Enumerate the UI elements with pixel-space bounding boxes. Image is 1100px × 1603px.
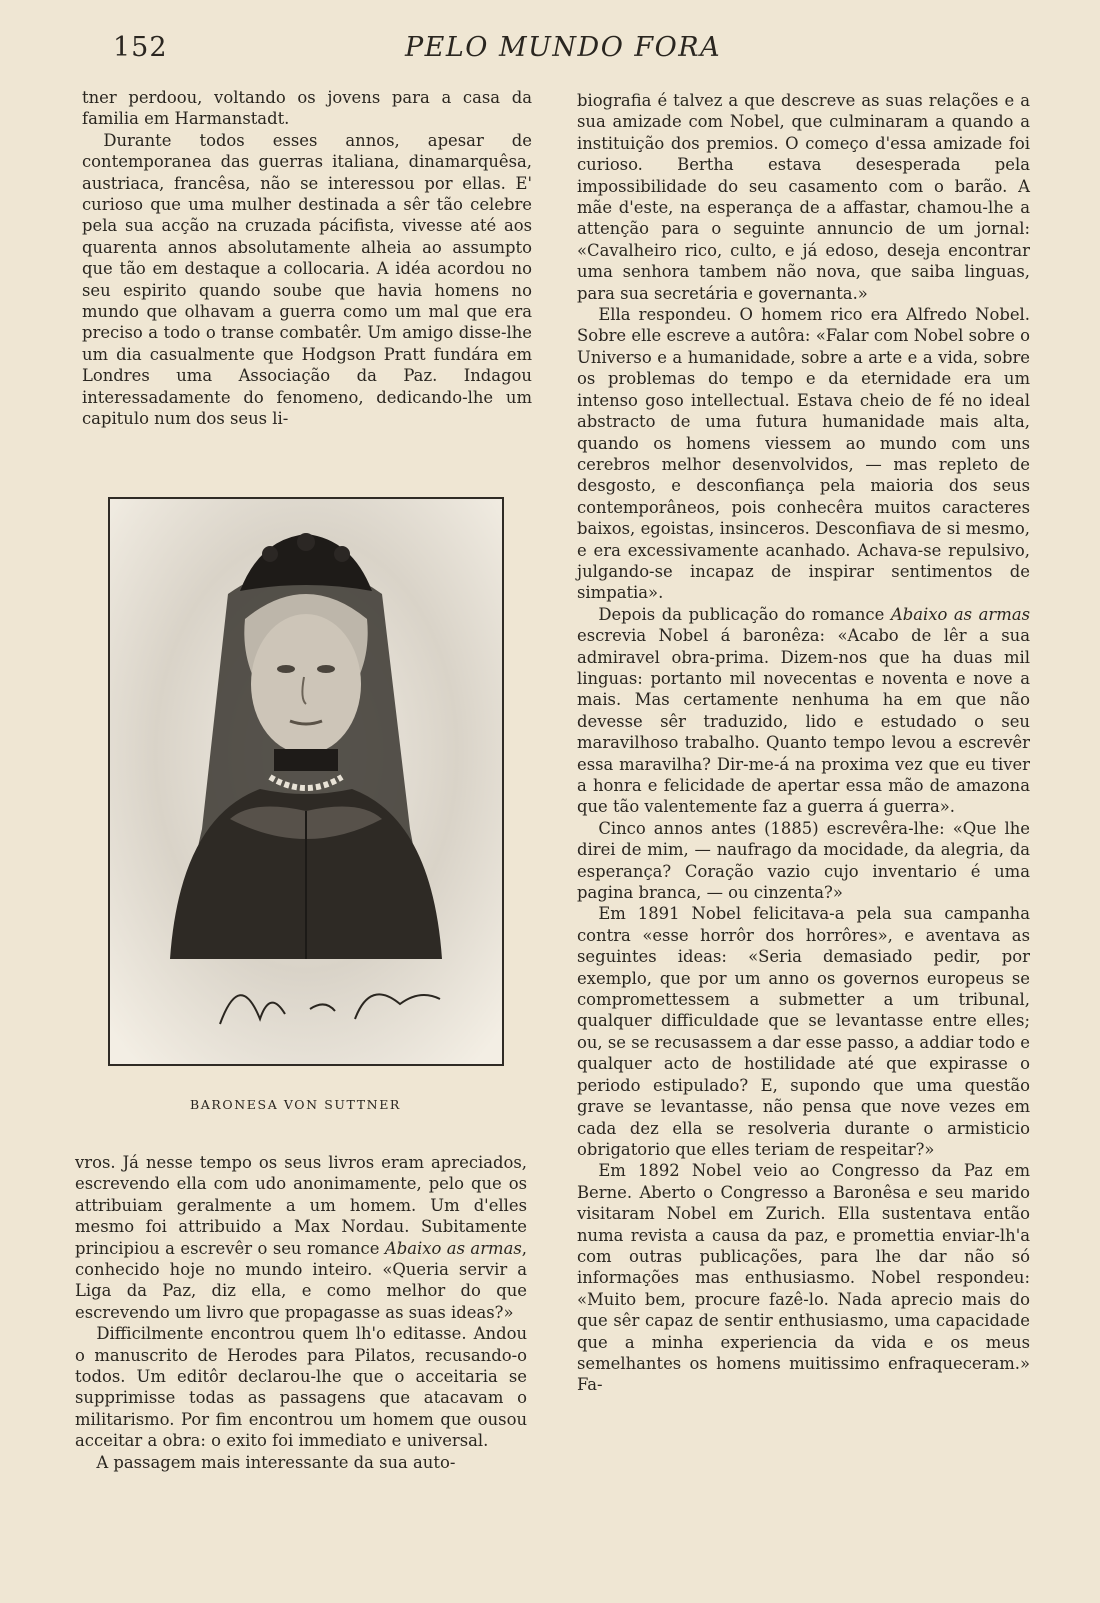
figure-caption: BARONESA VON SUTTNER <box>190 1097 401 1112</box>
paragraph: Difficilmente encontrou quem lh'o editasse. Andou o manuscrito de Herodes para Pilatos, recusando-o todos. Um editôr declarou-lhe que o acceitaria se supprimisse todas as passagens que atacavam o militarismo. Por fim encontrou um homem que ousou acceitar a obra: o exito foi immediato e universal. <box>75 1324 527 1451</box>
paragraph: tner perdoou, voltando os jovens para a casa da familia em Harmanstadt. <box>82 88 532 129</box>
left-column-bottom <box>75 1152 527 1473</box>
left-column-top <box>82 87 532 430</box>
page-number: 152 <box>113 32 168 63</box>
paragraph: Em 1891 Nobel felicitava-a pela sua campanha contra «esse horrôr dos horrôres», e aventava as seguintes ideas: «Seria demasiado pedir, por exemplo, que por um anno os governos europeus se compromettessem a submetter a um tribunal, qualquer difficuldade que se levantasse entre elles; ou, se se recusassem a dar esse passo, a addiar todo e qualquer acto de hostilidade até que expirasse o periodo estipulado? E, supondo que uma questão grave se levantasse, não pensa que nove vezes em cada dez ella se resolveria durante o armisticio obrigatorio que elles teriam de respeitar?» <box>577 904 1030 1159</box>
paragraph: Em 1892 Nobel veio ao Congresso da Paz em Berne. Aberto o Congresso a Baronêsa e seu marido visitaram Nobel em Zurich. Ella sustentava então numa revista a causa da paz, e promettia enviar-lh'a com outras publicações, para lhe dar não só informações mas enthusiasmo. Nobel respondeu: «Muito bem, procure fazê-lo. Nada aprecio mais do que sêr capaz de sentir enthusiasmo, uma capacidade que a minha experiencia da vida e os meus semelhantes os homens muitissimo enfraqueceram.» Fa- <box>577 1161 1030 1395</box>
paragraph: Durante todos esses annos, apesar de contemporanea das guerras italiana, dinamarquêsa, austriaca, francêsa, não se interessou por ellas. E' curioso que uma mulher destinada a sêr tão celebre pela sua acção na cruzada pácifista, vivesse até aos quarenta annos absolutamente alheia ao assumpto que tão em destaque a collocaria. A idéa acordou no seu espirito quando soube que havia homens no mundo que olhavam a guerra como um mal que era preciso a todo o transe combatêr. Um amigo disse-lhe um dia casualmente que Hodgson Pratt fundára em Londres uma Associação da Paz. Indagou interessadamente do fenomeno, dedicando-lhe um capitulo num dos seus li- <box>82 130 532 429</box>
book-title: Abaixo as armas <box>384 1238 522 1258</box>
portrait-figure <box>108 497 504 1066</box>
running-head: PELO MUNDO FORA <box>405 32 722 63</box>
paragraph: biografia é talvez a que descreve as suas relações e a sua amizade com Nobel, que culminaram a quando a instituição dos premios. O começo d'essa amizade foi curioso. Bertha estava desesperada pela impossibilidade do seu casamento com o barão. A mãe d'este, na esperança de a affastar, chamou-lhe a attenção para o seguinte annuncio de um jornal: «Cavalheiro rico, culto, e já edoso, deseja encontrar uma senhora tambem não nova, que saiba linguas, para sua secretária e governanta.» <box>577 91 1030 303</box>
paragraph: A passagem mais interessante da sua auto- <box>96 1452 456 1472</box>
paragraph: Depois da publicação do romance Abaixo as armas escrevia Nobel á baronêza: «Acabo de lêr a sua admiravel obra-prima. Dizem-nos que ha duas mil linguas: portanto mil novecentas e noventa e nove a mais. Mas certamente nenhuma ha em que não devesse sêr traduzido, lido e estudado o seu maravilhoso trabalho. Quanto tempo levou a escrevêr essa maravilha? Dir-me-á na proxima vez que eu tiver a honra e felicidade de apertar essa mão de amazona que tão valentemente faz a guerra á guerra». <box>577 604 1030 817</box>
right-column <box>577 90 1030 1396</box>
paragraph: Ella respondeu. O homem rico era Alfredo Nobel. Sobre elle escreve a autôra: «Falar com Nobel sobre o Universo e a humanidade, sobre a arte e a vida, sobre os problemas do tempo e da eternidade era um intenso goso intellectual. Estava cheio de fé no ideal abstracto de uma futura humanidade mais alta, quando os homens viessem ao mundo com uns cerebros melhor desenvolvidos, — mas repleto de desgosto, e desconfiança pela maioria dos seus contemporâneos, pois conhecêra muitos caracteres baixos, egoistas, insinceros. Desconfiava de si mesmo, e era excessivamente acanhado. Achava-se repulsivo, julgando-se incapaz de inspirar sentimentos de simpatia». <box>577 305 1030 603</box>
portrait-image <box>110 499 502 1064</box>
paragraph: vros. Já nesse tempo os seus livros eram apreciados, escrevendo ella com udo anonimamente, pelo que os attribuiam geralmente a um homem. Um d'elles mesmo foi attribuido a Max Nordau. Subitamente principiou a escrevêr o seu romance Abaixo as armas, conhecido hoje no mundo inteiro. «Queria servir a Liga da Paz, diz ella, e como melhor do que escrevendo um livro que propagasse as suas ideas?» <box>75 1153 527 1322</box>
book-title: Abaixo as armas <box>890 604 1030 624</box>
paragraph: Cinco annos antes (1885) escrevêra-lhe: «Que lhe direi de mim, — naufrago da mocidade, da alegria, da esperança? Coração vazio cujo inventario é uma pagina branca, — ou cinzenta?» <box>577 818 1030 903</box>
